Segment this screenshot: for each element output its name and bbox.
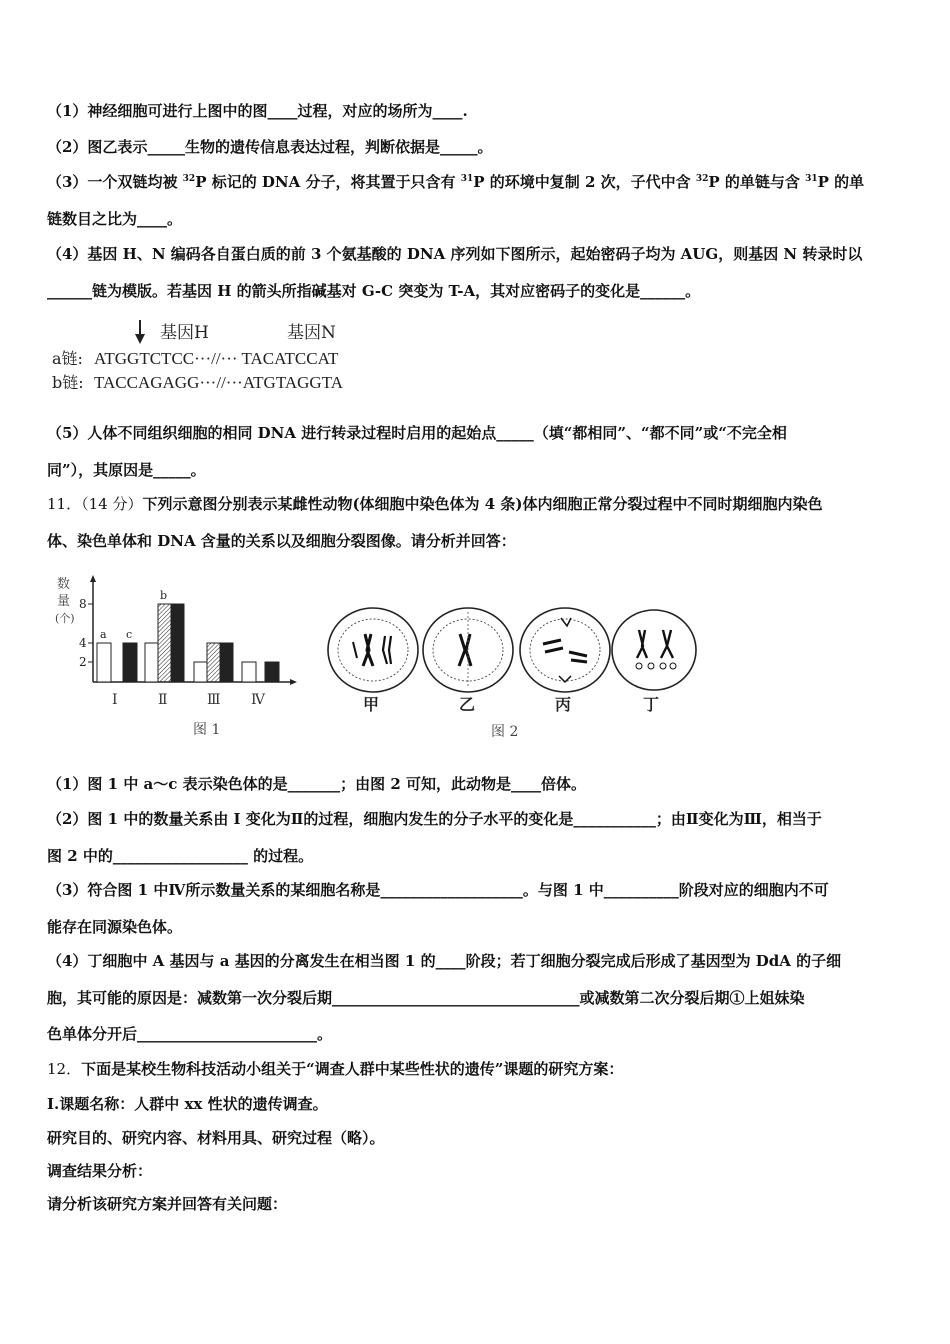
figure-1-bar-chart [55,574,305,744]
bars-group-1 [97,628,137,682]
arrow-down-icon [135,320,145,344]
bar-1-c [123,643,137,682]
q11-part3-line1: （3）符合图 1 中Ⅳ所示数量关系的某细胞名称是___________________。与图 1 中__________阶段对应的细胞内不可 [47,881,829,899]
figure-1-caption: 图 1 [193,722,221,738]
q12-result: 调查结果分析： [47,1162,153,1180]
y-axis-label-1: 数 [57,577,71,592]
q10-part3-line1: （3）一个双链均被 $^{32}$P 标记的 DNA 分子，将其置于只含有 $^{31}$P 的环境中复制 2 次，子代中含 $^{32}$P 的单链与含 $^{31}$P 的单 [47,173,865,191]
dna-sequence-figure [52,318,382,398]
bar-1-a [97,643,111,682]
cell-label-yi: 乙 [459,695,476,714]
q12-intro: 12．下面是某校生物科技活动小组关于“调查人群中某些性状的遗传”课题的研究方案： [47,1060,624,1078]
category-4: Ⅳ [251,692,265,708]
cell-label-ding: 丁 [643,695,660,714]
strand-b-sequence: TACCAGAGG···//···ATGTAGGTA [94,373,343,392]
tick-2: 2 [79,655,87,669]
y-axis-label-3: (个) [55,612,75,625]
q10-part4-line1: （4）基因 H、N 编码各自蛋白质的前 3 个氨基酸的 DNA 序列如下图所示，起始密码子均为 AUG，则基因 N 转录时以 [47,245,863,263]
strand-a-sequence: ATGGTCTCC···//··· TACATCCAT [94,349,339,368]
bar-3-b [207,643,220,682]
q11-part4-line3: 色单体分开后________________________。 [47,1025,333,1043]
strand-a-label: a链: [52,349,83,368]
gene-n-label: 基因N [287,323,336,343]
bars-group-4 [242,662,279,682]
bar-label-b: b [160,589,168,602]
q11-part2-line1: （2）图 1 中的数量关系由 I 变化为Ⅱ的过程，细胞内发生的分子水平的变化是___________；由Ⅱ变化为Ⅲ，相当于 [47,810,822,828]
q11-part1: （1）图 1 中 a～c 表示染色体的是_______；由图 2 可知，此动物是____倍体。 [47,775,586,793]
bar-3-a [194,662,207,682]
tick-4: 4 [79,636,87,650]
bar-4-c [265,662,279,682]
cell-label-jia: 甲 [363,695,380,714]
q12-title: I.课题名称：人群中 xx 性状的遗传调查。 [47,1095,328,1113]
bar-label-a: a [100,628,107,641]
bars-group-3 [194,643,233,682]
bar-2-b [158,604,171,682]
cell-label-bing: 丙 [555,695,572,714]
q11-part4-line2: 胞，其可能的原因是：减数第一次分裂后期_________________________________或减数第二次分裂后期①上姐妹染 [47,989,805,1007]
bar-2-a [145,643,158,682]
cell-jia [328,608,418,692]
cell-ding [612,610,696,690]
y-axis-arrow [90,575,96,582]
y-axis-label-2: 量 [57,594,71,609]
q10-part1: （1）神经细胞可进行上图中的图____过程，对应的场所为____. [47,102,468,120]
q11-part4-line1: （4）丁细胞中 A 基因与 a 基因的分离发生在相当图 1 的____阶段；若丁细胞分裂完成后形成了基因型为 DdA 的子细 [47,952,842,970]
category-2: Ⅱ [158,692,168,708]
tick-8: 8 [79,597,87,611]
q12-purpose: 研究目的、研究内容、材料用具、研究过程（略）。 [47,1129,385,1147]
q12-ask: 请分析该研究方案并回答有关问题： [47,1195,288,1213]
x-axis-arrow [290,679,297,685]
q10-part3-line2: 链数目之比为____。 [47,210,183,228]
bars-group-2 [145,589,184,682]
cell-bing [520,608,610,692]
q10-part4-line2: ______链为模版。若基因 H 的箭头所指碱基对 G-C 突变为 T-A，其对应密码子的变化是______。 [47,282,701,300]
q11-part3-line2: 能存在同源染色体。 [47,918,183,936]
figure-2-caption: 图 2 [491,724,519,740]
q11-intro-line1: 11．（14 分）下列示意图分别表示某雌性动物(体细胞中染色体为 4 条)体内细胞正常分裂过程中不同时期细胞内染色 [47,495,823,513]
q10-part2: （2）图乙表示_____生物的遗传信息表达过程，判断依据是_____。 [47,138,493,156]
figure-2-cell-diagrams [325,600,705,750]
bar-label-c: c [126,628,133,641]
q11-intro-line2: 体、染色单体和 DNA 含量的关系以及细胞分裂图像。请分析并回答： [47,532,516,550]
cell-yi [423,608,513,692]
bar-4-a [242,662,256,682]
gene-h-label: 基因H [160,323,209,343]
strand-b-label: b链: [52,373,84,392]
category-1: Ⅰ [112,692,118,708]
category-3: Ⅲ [207,692,221,708]
q10-part5-line2: 同”），其原因是_____。 [47,461,206,479]
bar-3-c [220,643,233,682]
y-axis-ticks [79,597,93,669]
q10-part5-line1: （5）人体不同组织细胞的相同 DNA 进行转录过程时启用的起始点_____（填“都相同”、“都不同”或“不完全相 [47,424,787,442]
bar-2-c [171,604,184,682]
q11-part2-line2: 图 2 中的__________________ 的过程。 [47,847,314,865]
